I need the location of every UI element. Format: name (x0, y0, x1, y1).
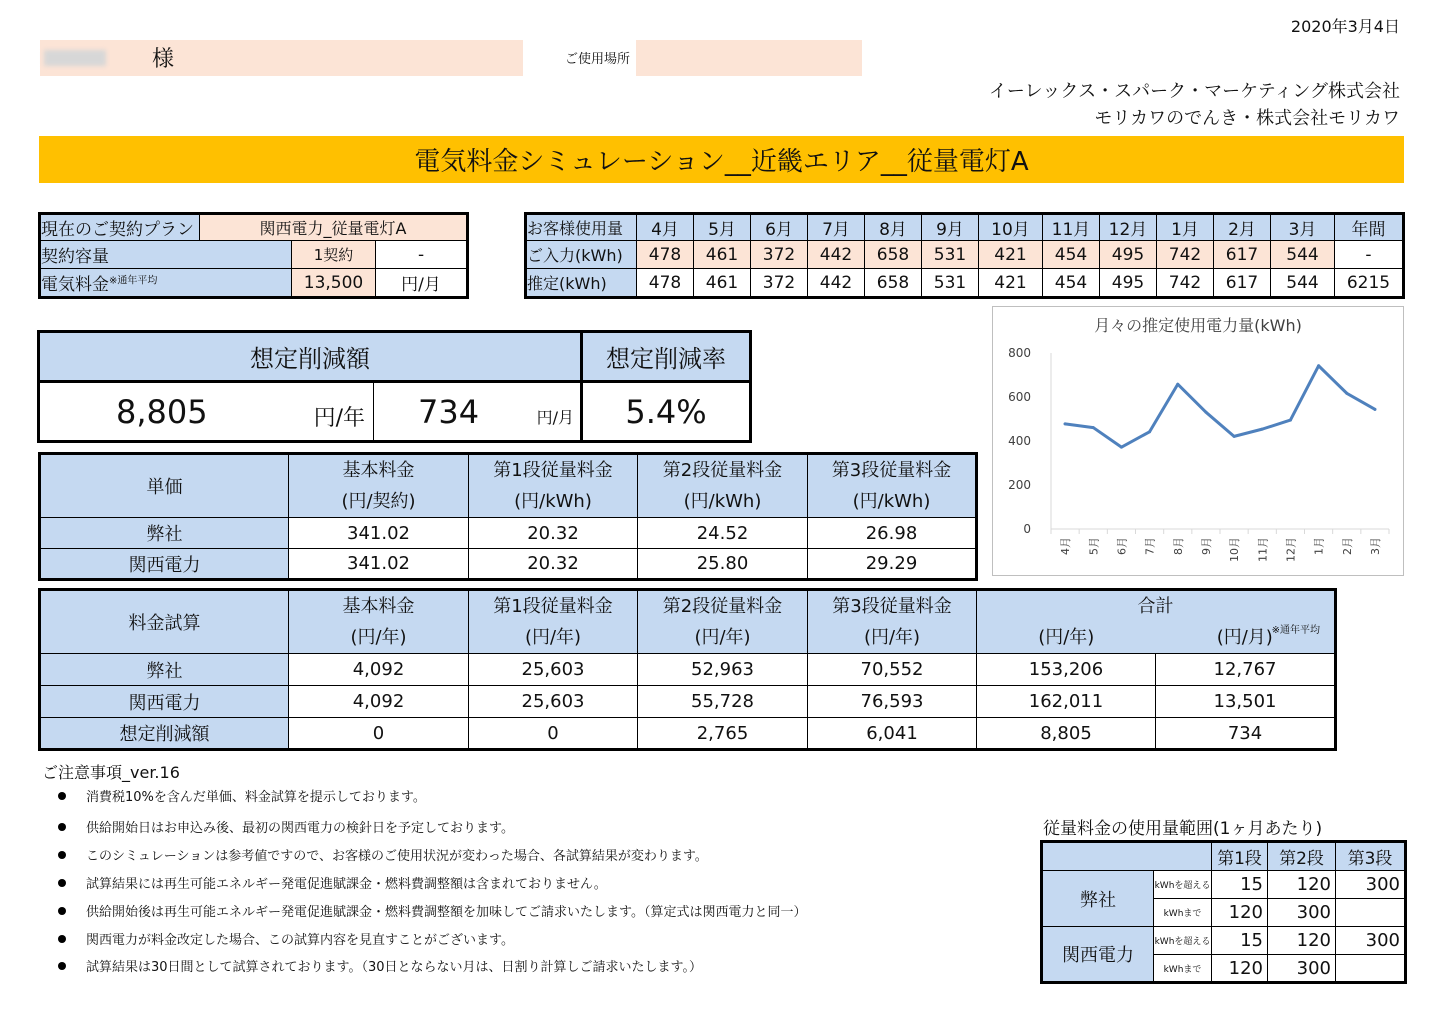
range-title: 従量料金の使用量範囲(1ヶ月あたり) (1043, 819, 1323, 839)
chart-data-point (1233, 435, 1236, 438)
customer-name-redacted (44, 50, 106, 66)
range-over-value: 300 (1336, 871, 1406, 899)
fee-note: ※通年平均 (109, 275, 158, 287)
range-upto-value (1336, 899, 1406, 927)
unit-price-cell: 24.52 (638, 518, 808, 549)
unit-header-unit: (円/kWh) (514, 491, 592, 512)
unit-price-cell: 341.02 (289, 549, 469, 580)
chart-data-point (1092, 426, 1095, 429)
plan-value[interactable]: 関西電力_従量電灯A (200, 214, 468, 241)
chart-data-point (1317, 364, 1320, 367)
estimate-total-unit-month: (円/月) (1216, 627, 1273, 648)
usage-est-cell: 372 (751, 269, 808, 298)
usage-month-header: 2月 (1214, 214, 1271, 241)
fee-unit: 円/月 (376, 269, 468, 298)
usage-month-header: 10月 (979, 214, 1043, 241)
unit-price-cell: 29.29 (808, 549, 977, 580)
chart-y-tick-label: 200 (1008, 478, 1031, 492)
usage-est-cell: 617 (1214, 269, 1271, 298)
bullet-icon (58, 823, 66, 831)
range-upto-value: 300 (1268, 955, 1336, 983)
savings-rate-value: 5.4% (582, 382, 751, 442)
range-company-label: 関西電力 (1042, 927, 1154, 983)
bullet-icon (58, 792, 66, 800)
range-upto-label: kWhまで (1154, 955, 1212, 983)
estimate-cell: 6,041 (808, 718, 977, 750)
estimate-cell: 162,011 (977, 686, 1156, 718)
usage-input-label: ご入力(kWh) (526, 241, 637, 269)
savings-monthly-unit: 円/月 (536, 408, 574, 427)
range-corner (1042, 842, 1212, 871)
unit-row-label: 関西電力 (40, 549, 289, 580)
chart-x-tick-label: 1月 (1312, 537, 1326, 555)
range-over-value: 15 (1212, 871, 1268, 899)
page-title: 電気料金シミュレーション__近畿エリア__従量電灯A (414, 147, 1029, 177)
chart-x-tick-label: 5月 (1087, 537, 1101, 555)
usage-est-cell: 461 (694, 269, 751, 298)
unit-corner: 単価 (40, 454, 289, 518)
note-text: 供給開始後は再生可能エネルギー発電促進賦課金・燃料費調整額を加味してご請求いたします。（算定式は関西電力と同一） (86, 905, 807, 920)
savings-summary (37, 330, 752, 443)
unit-price-cell: 20.32 (469, 518, 638, 549)
range-table (1040, 840, 1407, 984)
note-text: このシミュレーションは参考値ですので、お客様のご使用状況が変わった場合、各試算結果が変わります。 (86, 849, 708, 864)
table-row (40, 718, 1336, 750)
unit-header-label: 第2段従量料金 (662, 460, 783, 481)
bullet-icon (58, 935, 66, 943)
range-over-label: kWhを超える (1154, 927, 1212, 955)
usage-input-cell[interactable]: 372 (751, 241, 808, 269)
usage-chart (992, 306, 1404, 576)
note-item (58, 845, 708, 864)
chart-x-tick-label: 9月 (1199, 537, 1213, 555)
estimate-cell: 55,728 (638, 686, 808, 718)
table-row (1042, 871, 1406, 899)
usage-input-cell: - (1335, 241, 1404, 269)
note-item (58, 873, 607, 892)
usage-month-header: 5月 (694, 214, 751, 241)
unit-header-cell (638, 454, 808, 518)
usage-input-cell[interactable]: 495 (1100, 241, 1157, 269)
usage-est-cell: 544 (1271, 269, 1335, 298)
savings-rate-label: 想定削減率 (582, 332, 751, 382)
note-text: 供給開始日はお申込み後、最初の関西電力の検針日を予定しております。 (86, 821, 514, 836)
fee-label-cell (40, 269, 292, 298)
range-over-value: 120 (1268, 927, 1336, 955)
chart-data-point (1289, 419, 1292, 422)
usage-header-label: お客様使用量 (526, 214, 637, 241)
note-text: 試算結果は30日間として試算されております。（30日とならない月は、日割り計算しご請求いたします。） (86, 960, 703, 975)
bullet-icon (58, 907, 66, 915)
range-over-label: kWhを超える (1154, 871, 1212, 899)
contract-table (38, 212, 469, 299)
estimate-cell: 734 (1156, 718, 1336, 750)
estimate-header-cell (289, 590, 469, 654)
unit-header-unit: (円/契約) (341, 491, 416, 512)
usage-month-header: 12月 (1100, 214, 1157, 241)
note-item (58, 901, 806, 920)
chart-y-tick-label: 0 (1023, 522, 1031, 536)
range-upto-value (1336, 955, 1406, 983)
usage-input-cell[interactable]: 454 (1043, 241, 1100, 269)
usage-chart-svg (993, 307, 1403, 575)
usage-month-header: 11月 (1043, 214, 1100, 241)
estimate-header-label: 第2段従量料金 (662, 596, 783, 617)
capacity-value[interactable]: 1契約 (292, 241, 376, 269)
chart-data-point (1373, 408, 1376, 411)
estimate-header-cell (469, 590, 638, 654)
usage-month-header: 3月 (1271, 214, 1335, 241)
chart-data-point (1120, 446, 1123, 449)
estimate-row-label: 弊社 (40, 654, 289, 686)
range-over-value: 120 (1268, 871, 1336, 899)
chart-x-tick-label: 11月 (1256, 537, 1270, 562)
estimate-header-cell (638, 590, 808, 654)
unit-header-unit: (円/kWh) (852, 491, 931, 512)
usage-input-cell[interactable]: 617 (1214, 241, 1271, 269)
unit-header-label: 第3段従量料金 (831, 460, 952, 481)
note-item (58, 817, 514, 836)
location-label: ご使用場所 (565, 52, 631, 67)
table-row (40, 686, 1336, 718)
company-name-1: イーレックス・スパーク・マーケティング株式会社 (988, 81, 1400, 102)
range-tier-header: 第3段 (1336, 842, 1406, 871)
estimate-cell: 25,603 (469, 654, 638, 686)
unit-price-cell: 26.98 (808, 518, 977, 549)
usage-est-cell: 495 (1100, 269, 1157, 298)
unit-header-cell (469, 454, 638, 518)
range-upto-value: 120 (1212, 899, 1268, 927)
estimate-header-cell (808, 590, 977, 654)
usage-est-cell: 742 (1157, 269, 1214, 298)
usage-month-header: 1月 (1157, 214, 1214, 241)
estimate-cell: 4,092 (289, 654, 469, 686)
notes-title: ご注意事項_ver.16 (42, 763, 180, 782)
usage-month-header: 6月 (751, 214, 808, 241)
usage-month-header: 9月 (922, 214, 979, 241)
capacity-extra: - (376, 241, 468, 269)
usage-input-cell[interactable]: 531 (922, 241, 979, 269)
usage-est-cell: 421 (979, 269, 1043, 298)
note-text: 試算結果には再生可能エネルギー発電促進賦課金・燃料費調整額は含まれておりません。 (86, 877, 607, 892)
estimate-header-unit: (円/年) (694, 627, 751, 648)
estimate-cell: 0 (469, 718, 638, 750)
chart-x-tick-label: 10月 (1228, 537, 1242, 562)
usage-month-header: 年間 (1335, 214, 1404, 241)
chart-data-point (1261, 428, 1264, 431)
usage-input-cell[interactable]: 461 (694, 241, 751, 269)
usage-input-cell[interactable]: 421 (979, 241, 1043, 269)
usage-est-cell: 531 (922, 269, 979, 298)
estimate-avg-note: ※通年平均 (1271, 625, 1320, 636)
usage-est-cell: 6215 (1335, 269, 1404, 298)
range-upto-value: 300 (1268, 899, 1336, 927)
usage-month-header: 4月 (637, 214, 694, 241)
usage-input-cell[interactable]: 658 (865, 241, 922, 269)
estimate-cell: 153,206 (977, 654, 1156, 686)
estimate-cell: 4,092 (289, 686, 469, 718)
note-item (58, 929, 514, 948)
company-name-2: モリカワのでんき・株式会社モリカワ (1094, 108, 1400, 129)
estimate-cell: 52,963 (638, 654, 808, 686)
unit-price-cell: 25.80 (638, 549, 808, 580)
savings-yearly-cell (39, 382, 374, 442)
location-field[interactable] (636, 40, 862, 76)
unit-header-label: 基本料金 (342, 460, 415, 481)
range-tier-header: 第1段 (1212, 842, 1268, 871)
usage-month-header: 8月 (865, 214, 922, 241)
usage-est-cell: 454 (1043, 269, 1100, 298)
usage-est-cell: 658 (865, 269, 922, 298)
usage-month-header: 7月 (808, 214, 865, 241)
table-row (1042, 927, 1406, 955)
unit-price-cell: 341.02 (289, 518, 469, 549)
estimate-row-label: 関西電力 (40, 686, 289, 718)
bullet-icon (58, 879, 66, 887)
range-company-label: 弊社 (1042, 871, 1154, 927)
bullet-icon (58, 962, 66, 970)
bullet-icon (58, 851, 66, 859)
customer-suffix: 様 (152, 47, 175, 72)
estimate-header-label: 基本料金 (342, 596, 415, 617)
usage-est-cell: 442 (808, 269, 865, 298)
unit-price-table (38, 452, 978, 581)
estimate-header-unit: (円/年) (350, 627, 407, 648)
range-upto-label: kWhまで (1154, 899, 1212, 927)
chart-data-point (1345, 392, 1348, 395)
chart-x-tick-label: 3月 (1368, 537, 1382, 555)
usage-input-cell[interactable]: 742 (1157, 241, 1214, 269)
table-row (40, 654, 1336, 686)
unit-header-cell (289, 454, 469, 518)
estimate-cell: 12,767 (1156, 654, 1336, 686)
chart-x-tick-label: 12月 (1284, 537, 1298, 562)
chart-x-tick-label: 7月 (1143, 537, 1157, 555)
unit-header-cell (808, 454, 977, 518)
table-row (40, 549, 977, 580)
chart-title: 月々の推定使用電力量(kWh) (1094, 316, 1302, 335)
document-date: 2020年3月4日 (1290, 17, 1400, 36)
note-item (58, 786, 426, 805)
estimate-cell: 13,501 (1156, 686, 1336, 718)
estimate-table (38, 588, 1337, 751)
usage-table (524, 212, 1405, 299)
usage-est-cell: 478 (637, 269, 694, 298)
usage-input-cell[interactable]: 544 (1271, 241, 1335, 269)
estimate-cell: 25,603 (469, 686, 638, 718)
table-row (40, 518, 977, 549)
chart-data-point (1204, 411, 1207, 414)
plan-label: 現在のご契約プラン (40, 214, 200, 241)
savings-yearly-unit: 円/年 (313, 406, 365, 431)
customer-name-field[interactable] (40, 40, 523, 76)
range-tier-header: 第2段 (1268, 842, 1336, 871)
unit-row-label: 弊社 (40, 518, 289, 549)
estimate-row-label: 想定削減額 (40, 718, 289, 750)
estimate-header-unit: (円/年) (524, 627, 582, 648)
range-upto-value: 120 (1212, 955, 1268, 983)
estimate-header-label: 第3段従量料金 (832, 596, 952, 617)
unit-price-cell: 20.32 (469, 549, 638, 580)
estimate-total-unit-year: (円/年) (1038, 627, 1095, 648)
estimate-cell: 2,765 (638, 718, 808, 750)
savings-amount-label: 想定削減額 (39, 332, 582, 382)
chart-x-tick-label: 6月 (1115, 537, 1129, 555)
range-over-value: 300 (1336, 927, 1406, 955)
title-banner (39, 136, 1404, 183)
chart-data-point (1176, 383, 1179, 386)
estimate-cell: 76,593 (808, 686, 977, 718)
chart-x-tick-label: 2月 (1340, 537, 1354, 555)
estimate-cell: 8,805 (977, 718, 1156, 750)
chart-x-tick-label: 4月 (1059, 537, 1073, 555)
chart-y-tick-label: 800 (1008, 346, 1031, 360)
estimate-cell: 70,552 (808, 654, 977, 686)
chart-data-point (1064, 422, 1067, 425)
estimate-total-header (977, 590, 1336, 654)
range-over-value: 15 (1212, 927, 1268, 955)
estimate-cell: 0 (289, 718, 469, 750)
note-text: 消費税10%を含んだ単価、料金試算を提示しております。 (86, 790, 426, 805)
savings-yearly-value: 8,805 (116, 393, 208, 431)
capacity-label: 契約容量 (40, 241, 292, 269)
note-text: 関西電力が料金改定した場合、この試算内容を見直すことがございます。 (86, 933, 514, 948)
estimate-total-label: 合計 (1137, 596, 1174, 617)
estimate-corner: 料金試算 (40, 590, 289, 654)
usage-est-label: 推定(kWh) (526, 269, 637, 298)
savings-monthly-value: 734 (418, 393, 480, 431)
fee-label: 電気料金 (41, 275, 109, 295)
chart-series-line (1065, 366, 1375, 447)
unit-header-unit: (円/kWh) (683, 491, 762, 512)
estimate-header-label: 第1段従量料金 (493, 596, 613, 617)
savings-monthly-cell (374, 382, 582, 442)
usage-input-cell[interactable]: 442 (808, 241, 865, 269)
usage-input-cell[interactable]: 478 (637, 241, 694, 269)
chart-y-tick-label: 600 (1008, 390, 1031, 404)
chart-x-tick-label: 8月 (1171, 537, 1185, 555)
chart-y-tick-label: 400 (1008, 434, 1031, 448)
estimate-header-unit: (円/年) (863, 627, 921, 648)
unit-header-label: 第1段従量料金 (493, 460, 613, 481)
chart-data-point (1148, 430, 1151, 433)
note-item (58, 956, 702, 975)
fee-value[interactable]: 13,500 (292, 269, 376, 298)
